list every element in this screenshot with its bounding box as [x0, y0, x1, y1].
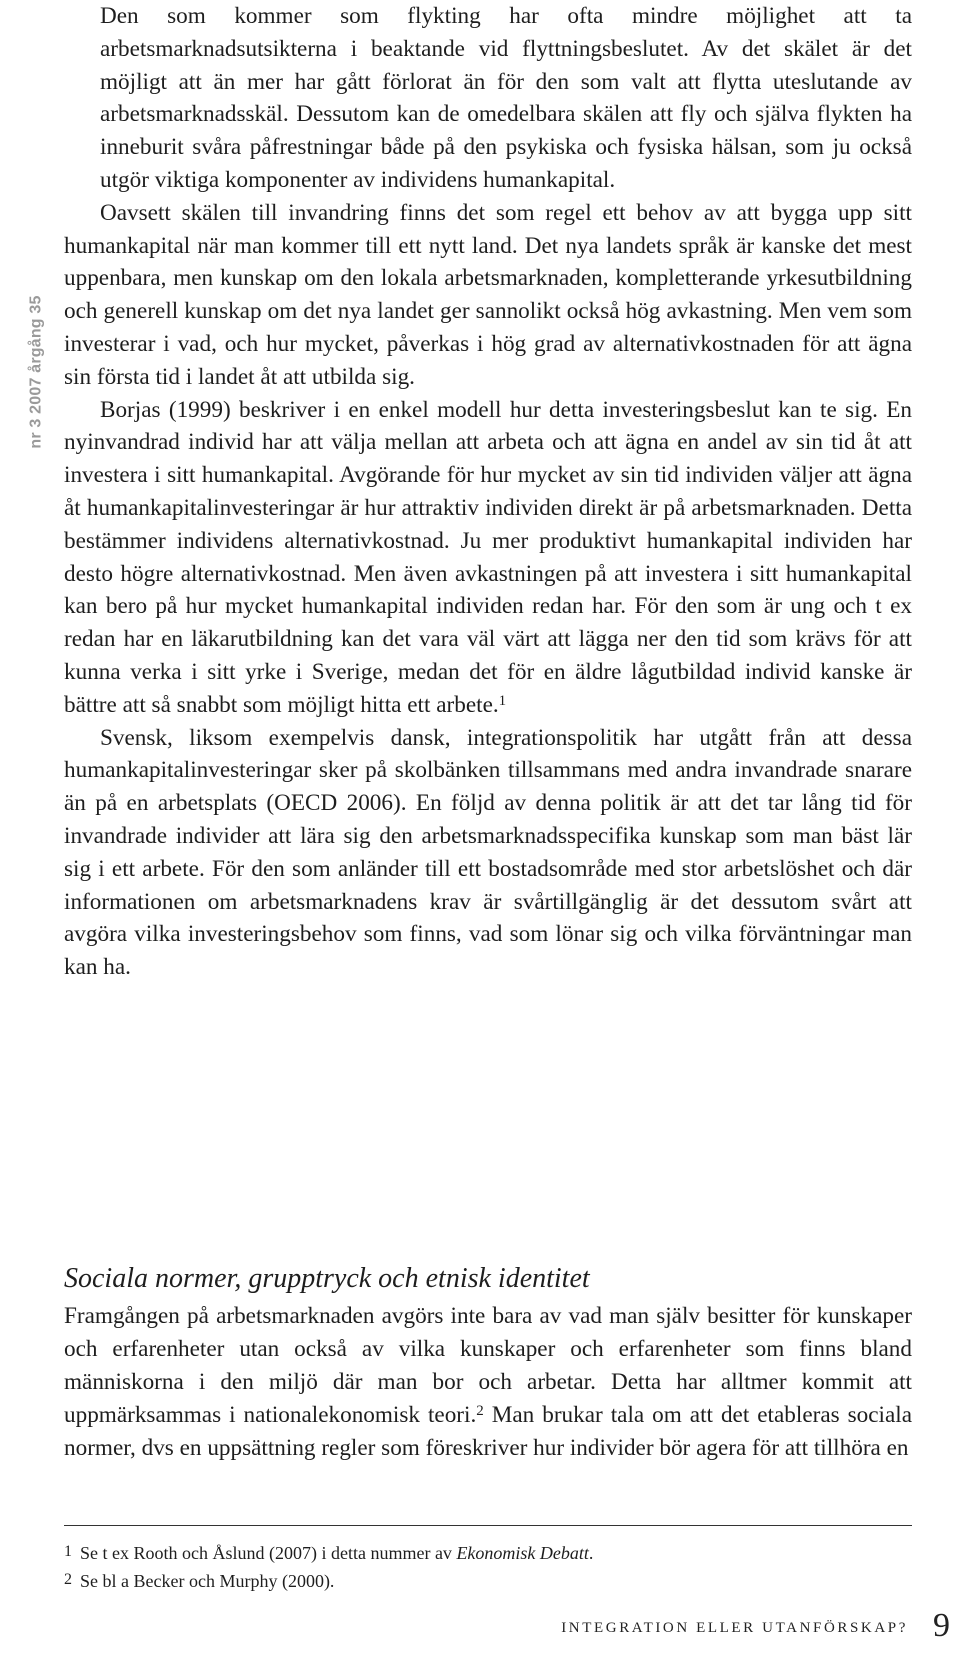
- footnote-divider: [64, 1525, 912, 1526]
- paragraph-2: Oavsett skälen till invandring finns det som regel ett behov av att bygga upp sitt humankapital när man kommer till ett nytt land. Det nya landets språk är kanske det mest uppenbara, men kunskap om den lokala arbetsmarknaden, kompletterande yrkesutbildning och generell kunskap om det nya landet ger sannolikt också hög avkastning. Men vem som investerar i vad, och hur mycket, påverkas i hög grad av alternativkostnaden för att ägna sin första tid i landet åt att utbilda sig.: [64, 199, 912, 390]
- footnotes: [64, 1540, 912, 1596]
- footnote-2-text: Se bl a Becker och Murphy (2000).: [80, 1571, 335, 1591]
- footnote-1: [64, 1540, 912, 1568]
- footnote-2: [64, 1568, 912, 1596]
- footnote-2-number: 2: [64, 1571, 72, 1588]
- paragraph-3: [64, 394, 912, 722]
- footnote-1-text-a: Se t ex Rooth och Åslund (2007) i detta nummer av: [80, 1543, 457, 1563]
- journal-issue-text: nr 3 2007 årgång 35: [28, 295, 45, 449]
- section-paragraph-1-part2: Man brukar tala om att det etableras sociala normer, dvs en uppsättning regler som föreskriver hur individer bör agera för att tillhöra en: [64, 1402, 913, 1461]
- journal-issue-label: [24, 272, 50, 472]
- paragraph-4: Svensk, liksom exempelvis dansk, integrationspolitik har utgått från att dessa humankapitalinvesteringar sker på skolbänken tillsammans med andra invandrade snarare än på en arbetsplats (OECD 2006). En följd av denna politik är att det tar lång tid för invandrade individer att lära sig den arbetsmarknadsspecifika kunskap som man bäst lär sig i ett arbete. För den som anländer till ett bostadsområde med stor arbetslöshet och där informationen om arbetsmarknadens krav är svårtillgänglig är det dessutom svårt att avgöra vilka investeringsbehov som finns, vad som lönar sig och vilka förväntningar man kan ha.: [64, 724, 912, 981]
- section-text: [64, 1300, 912, 1465]
- paragraph-1: Den som kommer som flykting har ofta mindre möjlighet att ta arbetsmarknadsutsikterna i beaktande vid flyttningsbeslutet. Av det skälet är det möjligt att än mer har gått förlorat än för den som valt att flytta uteslutande av arbetsmarknadsskäl. Dessutom kan de omedelbara skälen att fly och själva flykten ha inneburit svåra påfrestningar både på den psykiska och fysiska hälsan, som ju också utgör viktiga komponenter av individens humankapital.: [100, 3, 912, 193]
- footnote-1-journal: Ekonomisk Debatt: [456, 1543, 589, 1563]
- section-heading: Sociala normer, grupptryck och etnisk identitet: [64, 1263, 590, 1294]
- running-title: INTEGRATION ELLER UTANFÖRSKAP?: [561, 1620, 908, 1636]
- body-text: [64, 0, 912, 984]
- section-paragraph-1-part1: Framgången på arbetsmarknaden avgörs inte bara av vad man själv besitter för kunskaper och erfarenheter utan också av vilka kunskaper och erfarenheter som finns bland människorna i den miljö där man bor och arbetar. Detta har alltmer kommit att uppmärksammas i nationalekonomisk teori.: [64, 1303, 912, 1428]
- section-paragraph-1: [64, 1300, 912, 1465]
- footnote-1-number: 1: [64, 1543, 72, 1560]
- page-number: 9: [933, 1607, 950, 1644]
- footnote-ref-2: 2: [476, 1403, 484, 1419]
- footnote-ref-1: 1: [498, 692, 507, 709]
- footnote-1-text-b: .: [588, 1543, 594, 1563]
- paragraph-3-text: Borjas (1999) beskriver i en enkel modell hur detta investeringsbeslut kan te sig. En nyinvandrad individ har att välja mellan att arbeta och att ägna en andel av sin tid åt att investera i sitt humankapital. Avgörande för hur mycket av sin tid individen väljer att ägna åt humankapitalinvesteringar är hur attraktiv individen direkt är på arbetsmarknaden. Detta bestämmer individens alternativkostnad. Ju mer produktivt humankapital individen har desto högre alternativkostnad. Men även avkastningen på att investera i sitt humankapital kan bero på hur mycket humankapital individen redan har. För den som är ung och t ex redan har en läkarutbildning kan det vara väl värt att lägga ner den tid som krävs för att kunna verka i sitt yrke i Sverige, medan det för en äldre lågutbildad individ kanske är bättre att så snabbt som möjligt hitta ett arbete.: [64, 396, 912, 718]
